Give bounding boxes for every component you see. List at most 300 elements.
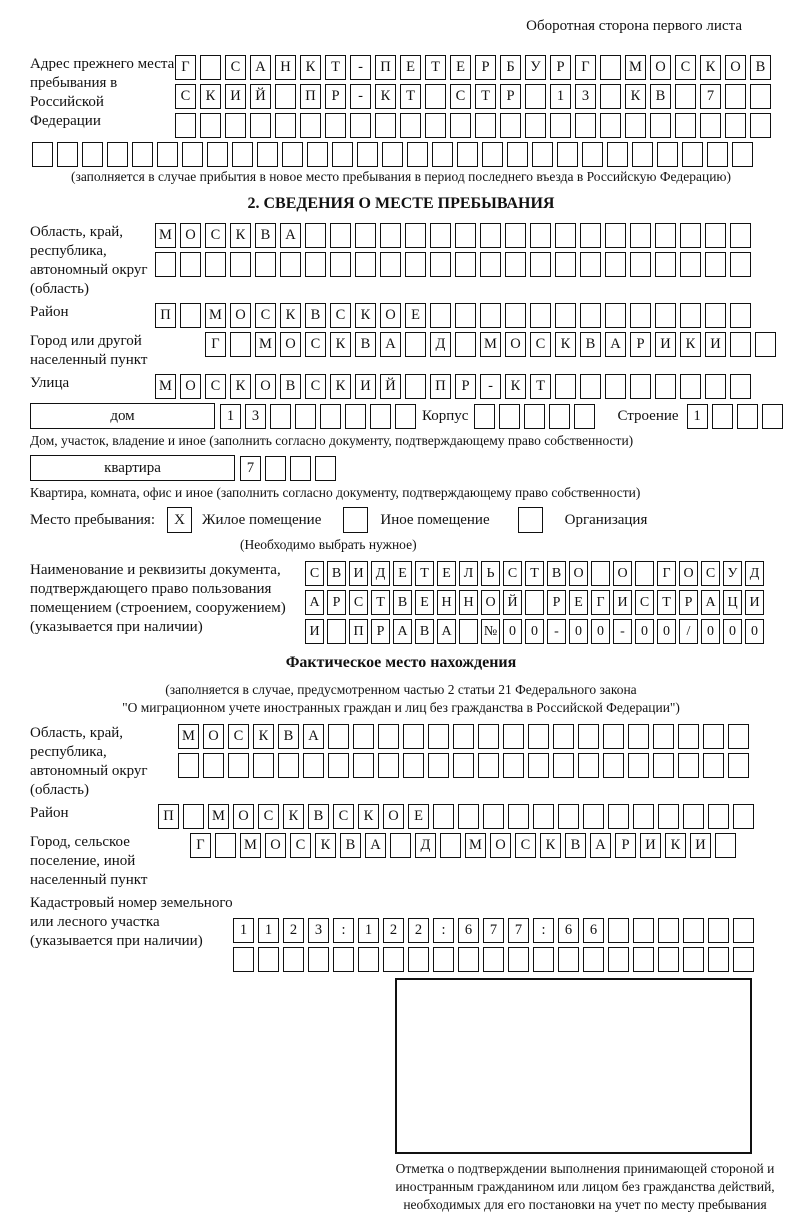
char-cell: 0 — [503, 619, 522, 644]
empty-cell — [730, 332, 751, 357]
char-cell: А — [280, 223, 301, 248]
s3-city-row — [190, 833, 740, 858]
char-cell: Т — [657, 590, 676, 615]
empty-cell — [405, 332, 426, 357]
char-cell: А — [605, 332, 626, 357]
char-cell: М — [255, 332, 276, 357]
char-cell: К — [200, 84, 221, 109]
empty-cell — [730, 223, 751, 248]
empty-cell — [580, 303, 601, 328]
s3-district-label: Район — [30, 805, 69, 821]
previous-address-row-1 — [175, 55, 775, 80]
char-cell: С — [450, 84, 471, 109]
empty-cell — [532, 142, 553, 167]
section3-note-line1: (заполняется в случае, предусмотренном частью 2 статьи 21 Федерального закона — [165, 682, 637, 697]
char-cell: Е — [400, 55, 421, 80]
char-cell: № — [481, 619, 500, 644]
empty-cell — [275, 113, 296, 138]
empty-cell — [505, 223, 526, 248]
char-cell: Т — [400, 84, 421, 109]
empty-cell — [578, 753, 599, 778]
char-cell: К — [540, 833, 561, 858]
char-cell: 1 — [687, 404, 708, 429]
char-cell: О — [481, 590, 500, 615]
empty-cell — [608, 804, 629, 829]
char-cell: С — [305, 332, 326, 357]
char-cell: - — [350, 84, 371, 109]
stay-type-note: (Необходимо выбрать нужное) — [240, 537, 417, 552]
empty-cell — [440, 833, 461, 858]
char-cell: А — [365, 833, 386, 858]
char-cell: К — [555, 332, 576, 357]
char-cell: В — [547, 561, 566, 586]
empty-cell — [628, 724, 649, 749]
empty-cell — [658, 947, 679, 972]
empty-cell — [533, 947, 554, 972]
other-premises-label: Иное помещение — [380, 512, 490, 528]
empty-cell — [525, 113, 546, 138]
empty-cell — [408, 947, 429, 972]
char-cell: Р — [500, 84, 521, 109]
empty-cell — [380, 252, 401, 277]
s2-region-block — [30, 223, 772, 299]
char-cell: В — [280, 374, 301, 399]
previous-address-row-3 — [175, 113, 775, 138]
empty-cell — [530, 303, 551, 328]
organization-label: Организация — [564, 512, 648, 528]
char-cell: Р — [679, 590, 698, 615]
char-cell: 3 — [245, 404, 266, 429]
s3-region-label: Область, край, республика, автономный округ (область) — [30, 725, 148, 798]
s2-apartment-block — [30, 455, 772, 481]
empty-cell — [750, 84, 771, 109]
char-cell: П — [158, 804, 179, 829]
char-cell: О — [233, 804, 254, 829]
document-row-3 — [305, 619, 767, 644]
empty-cell — [180, 252, 201, 277]
empty-cell — [155, 252, 176, 277]
empty-cell — [708, 804, 729, 829]
empty-cell — [500, 113, 521, 138]
empty-cell — [733, 804, 754, 829]
s2-city-label: Город или другой населенный пункт — [30, 333, 148, 368]
char-cell: 6 — [583, 918, 604, 943]
empty-cell — [370, 404, 391, 429]
empty-cell — [205, 252, 226, 277]
empty-cell — [290, 456, 311, 481]
empty-cell — [680, 303, 701, 328]
empty-cell — [433, 947, 454, 972]
s2-document-block — [30, 561, 772, 644]
empty-cell — [278, 753, 299, 778]
empty-cell — [330, 223, 351, 248]
empty-cell — [555, 223, 576, 248]
char-cell: У — [525, 55, 546, 80]
empty-cell — [480, 252, 501, 277]
document-row-2 — [305, 590, 767, 615]
char-cell: С — [205, 374, 226, 399]
char-cell: 6 — [558, 918, 579, 943]
empty-cell — [630, 303, 651, 328]
empty-cell — [650, 113, 671, 138]
empty-cell — [183, 804, 204, 829]
residential-label: Жилое помещение — [202, 512, 322, 528]
empty-cell — [630, 252, 651, 277]
char-cell: П — [349, 619, 368, 644]
s2-street-block — [30, 374, 772, 399]
char-cell: Т — [475, 84, 496, 109]
empty-cell — [407, 142, 428, 167]
char-cell: К — [283, 804, 304, 829]
empty-cell — [455, 332, 476, 357]
empty-cell — [378, 724, 399, 749]
char-cell: 6 — [458, 918, 479, 943]
section2-title: 2. СВЕДЕНИЯ О МЕСТЕ ПРЕБЫВАНИЯ — [247, 195, 555, 212]
char-cell: А — [250, 55, 271, 80]
empty-cell — [207, 142, 228, 167]
char-cell: Н — [459, 590, 478, 615]
char-cell: 0 — [525, 619, 544, 644]
char-cell: О — [383, 804, 404, 829]
char-cell: С — [290, 833, 311, 858]
empty-cell — [725, 113, 746, 138]
empty-cell — [653, 724, 674, 749]
empty-cell — [295, 404, 316, 429]
empty-cell — [203, 753, 224, 778]
empty-cell — [432, 142, 453, 167]
empty-cell — [107, 142, 128, 167]
empty-cell — [270, 404, 291, 429]
char-cell: К — [315, 833, 336, 858]
empty-cell — [655, 252, 676, 277]
empty-cell — [683, 804, 704, 829]
char-cell: В — [580, 332, 601, 357]
char-cell: К — [300, 55, 321, 80]
empty-cell — [733, 918, 754, 943]
char-cell: И — [690, 833, 711, 858]
empty-cell — [265, 456, 286, 481]
empty-cell — [555, 374, 576, 399]
char-cell: Р — [630, 332, 651, 357]
char-cell: А — [380, 332, 401, 357]
char-cell: С — [330, 303, 351, 328]
char-cell: И — [655, 332, 676, 357]
char-cell: М — [155, 374, 176, 399]
char-cell: Д — [371, 561, 390, 586]
char-cell: К — [700, 55, 721, 80]
char-cell: М — [178, 724, 199, 749]
char-cell: О — [180, 374, 201, 399]
empty-cell — [403, 753, 424, 778]
empty-cell — [350, 113, 371, 138]
char-cell: М — [625, 55, 646, 80]
char-cell: Т — [530, 374, 551, 399]
char-cell: Б — [500, 55, 521, 80]
empty-cell — [453, 724, 474, 749]
empty-cell — [600, 84, 621, 109]
empty-cell — [478, 724, 499, 749]
previous-address-row-4 — [32, 142, 772, 167]
char-cell: С — [258, 804, 279, 829]
char-cell: И — [745, 590, 764, 615]
section3-note-line2: "О миграционном учете иностранных граждан и лиц без гражданства в Российской Федерации") — [122, 700, 680, 715]
s2-region-label: Область, край, республика, автономный округ (область) — [30, 224, 148, 297]
s2-district-label: Район — [30, 304, 69, 320]
empty-cell — [725, 84, 746, 109]
empty-cell — [730, 374, 751, 399]
char-cell: К — [625, 84, 646, 109]
char-cell: И — [705, 332, 726, 357]
s2-house-block — [30, 403, 772, 429]
empty-cell — [533, 804, 554, 829]
empty-cell — [555, 252, 576, 277]
empty-cell — [250, 113, 271, 138]
empty-cell — [325, 113, 346, 138]
empty-cell — [182, 142, 203, 167]
empty-cell — [499, 404, 520, 429]
house-box-label: дом — [30, 403, 215, 429]
char-cell: 0 — [701, 619, 720, 644]
empty-cell — [630, 374, 651, 399]
char-cell: А — [303, 724, 324, 749]
char-cell: Й — [380, 374, 401, 399]
empty-cell — [332, 142, 353, 167]
char-cell: Е — [437, 561, 456, 586]
char-cell: В — [255, 223, 276, 248]
empty-cell — [605, 374, 626, 399]
empty-cell — [675, 113, 696, 138]
s2-street-row — [155, 374, 755, 399]
empty-cell — [530, 223, 551, 248]
char-cell: В — [750, 55, 771, 80]
empty-cell — [425, 113, 446, 138]
char-cell: 2 — [408, 918, 429, 943]
char-cell: С — [228, 724, 249, 749]
char-cell: О — [650, 55, 671, 80]
empty-cell — [327, 619, 346, 644]
char-cell: К — [358, 804, 379, 829]
empty-cell — [458, 804, 479, 829]
empty-cell — [712, 404, 733, 429]
empty-cell — [175, 113, 196, 138]
char-cell: В — [393, 590, 412, 615]
empty-cell — [505, 303, 526, 328]
empty-cell — [505, 252, 526, 277]
char-cell: В — [565, 833, 586, 858]
organization-checkbox — [518, 507, 543, 533]
char-cell: Г — [175, 55, 196, 80]
char-cell: Г — [575, 55, 596, 80]
empty-cell — [232, 142, 253, 167]
char-cell: 7 — [483, 918, 504, 943]
empty-cell — [578, 724, 599, 749]
empty-cell — [380, 223, 401, 248]
char-cell: Г — [657, 561, 676, 586]
empty-cell — [475, 113, 496, 138]
apartment-row — [240, 456, 340, 481]
char-cell: О — [613, 561, 632, 586]
char-cell: М — [155, 223, 176, 248]
char-cell: К — [230, 374, 251, 399]
char-cell: М — [205, 303, 226, 328]
empty-cell — [405, 374, 426, 399]
empty-cell — [683, 918, 704, 943]
char-cell: О — [255, 374, 276, 399]
empty-cell — [282, 142, 303, 167]
empty-cell — [82, 142, 103, 167]
char-cell: В — [415, 619, 434, 644]
char-cell: Г — [205, 332, 226, 357]
empty-cell — [528, 724, 549, 749]
char-cell: И — [305, 619, 324, 644]
char-cell: Д — [415, 833, 436, 858]
char-cell: С — [701, 561, 720, 586]
empty-cell — [453, 753, 474, 778]
empty-cell — [575, 113, 596, 138]
char-cell: М — [480, 332, 501, 357]
stay-type-label: Место пребывания: — [30, 512, 155, 528]
char-cell: О — [679, 561, 698, 586]
char-cell: - — [350, 55, 371, 80]
empty-cell — [455, 303, 476, 328]
char-cell: Н — [437, 590, 456, 615]
stroenie-label: Строение — [617, 408, 679, 424]
empty-cell — [715, 833, 736, 858]
char-cell: А — [590, 833, 611, 858]
empty-cell — [678, 753, 699, 778]
other-premises-checkbox — [343, 507, 368, 533]
char-cell: 0 — [569, 619, 588, 644]
char-cell: И — [613, 590, 632, 615]
s3-cadastral-block — [30, 894, 772, 972]
empty-cell — [608, 947, 629, 972]
previous-address-label: Адрес прежнего места пребывания в Российской Федерации — [30, 56, 175, 129]
empty-cell — [730, 303, 751, 328]
empty-cell — [605, 223, 626, 248]
empty-cell — [700, 113, 721, 138]
empty-cell — [675, 84, 696, 109]
empty-cell — [755, 332, 776, 357]
empty-cell — [458, 947, 479, 972]
empty-cell — [730, 252, 751, 277]
s3-district-row — [158, 804, 758, 829]
empty-cell — [728, 753, 749, 778]
empty-cell — [430, 252, 451, 277]
char-cell: В — [278, 724, 299, 749]
char-cell: С — [255, 303, 276, 328]
empty-cell — [750, 113, 771, 138]
char-cell: Е — [415, 590, 434, 615]
empty-cell — [708, 918, 729, 943]
empty-cell — [330, 252, 351, 277]
empty-cell — [707, 142, 728, 167]
char-cell: О — [569, 561, 588, 586]
cadastral-row-1 — [233, 918, 758, 943]
empty-cell — [703, 724, 724, 749]
empty-cell — [357, 142, 378, 167]
char-cell: А — [393, 619, 412, 644]
s2-region-row-1 — [155, 223, 755, 248]
empty-cell — [653, 753, 674, 778]
empty-cell — [257, 142, 278, 167]
empty-cell — [305, 223, 326, 248]
empty-cell — [228, 753, 249, 778]
char-cell: М — [465, 833, 486, 858]
char-cell: К — [375, 84, 396, 109]
char-cell: 2 — [283, 918, 304, 943]
empty-cell — [480, 303, 501, 328]
empty-cell — [655, 303, 676, 328]
char-cell: Е — [450, 55, 471, 80]
char-cell: О — [725, 55, 746, 80]
house-number-row — [220, 404, 420, 429]
empty-cell — [600, 113, 621, 138]
empty-cell — [315, 456, 336, 481]
empty-cell — [530, 252, 551, 277]
char-cell: Е — [408, 804, 429, 829]
document-label: Наименование и реквизиты документа, подтверждающего право пользования помещением (строением, сооружением) (указывается при наличии) — [30, 562, 286, 635]
empty-cell — [558, 804, 579, 829]
s2-city-row — [205, 332, 780, 357]
char-cell: А — [305, 590, 324, 615]
char-cell: А — [437, 619, 456, 644]
char-cell: Й — [250, 84, 271, 109]
empty-cell — [503, 753, 524, 778]
empty-cell — [200, 113, 221, 138]
char-cell: К — [355, 303, 376, 328]
empty-cell — [762, 404, 783, 429]
char-cell: К — [230, 223, 251, 248]
char-cell: И — [640, 833, 661, 858]
char-cell: 0 — [657, 619, 676, 644]
char-cell: С — [503, 561, 522, 586]
empty-cell — [732, 142, 753, 167]
empty-cell — [200, 55, 221, 80]
empty-cell — [591, 561, 610, 586]
empty-cell — [607, 142, 628, 167]
char-cell: П — [155, 303, 176, 328]
char-cell: Т — [415, 561, 434, 586]
char-cell: Р — [615, 833, 636, 858]
char-cell: 3 — [308, 918, 329, 943]
empty-cell — [658, 804, 679, 829]
empty-cell — [355, 252, 376, 277]
empty-cell — [553, 724, 574, 749]
empty-cell — [32, 142, 53, 167]
char-cell: К — [680, 332, 701, 357]
s2-district-block — [30, 303, 772, 328]
char-cell: 1 — [233, 918, 254, 943]
empty-cell — [457, 142, 478, 167]
empty-cell — [655, 374, 676, 399]
empty-cell — [430, 303, 451, 328]
char-cell: К — [280, 303, 301, 328]
empty-cell — [525, 590, 544, 615]
char-cell: Т — [525, 561, 544, 586]
char-cell: С — [333, 804, 354, 829]
empty-cell — [230, 252, 251, 277]
empty-cell — [455, 252, 476, 277]
document-row-1 — [305, 561, 767, 586]
empty-cell — [355, 223, 376, 248]
char-cell: / — [679, 619, 698, 644]
empty-cell — [608, 918, 629, 943]
s3-region-row-2 — [178, 753, 753, 778]
char-cell: Т — [371, 590, 390, 615]
char-cell: Т — [325, 55, 346, 80]
char-cell: О — [505, 332, 526, 357]
empty-cell — [358, 947, 379, 972]
